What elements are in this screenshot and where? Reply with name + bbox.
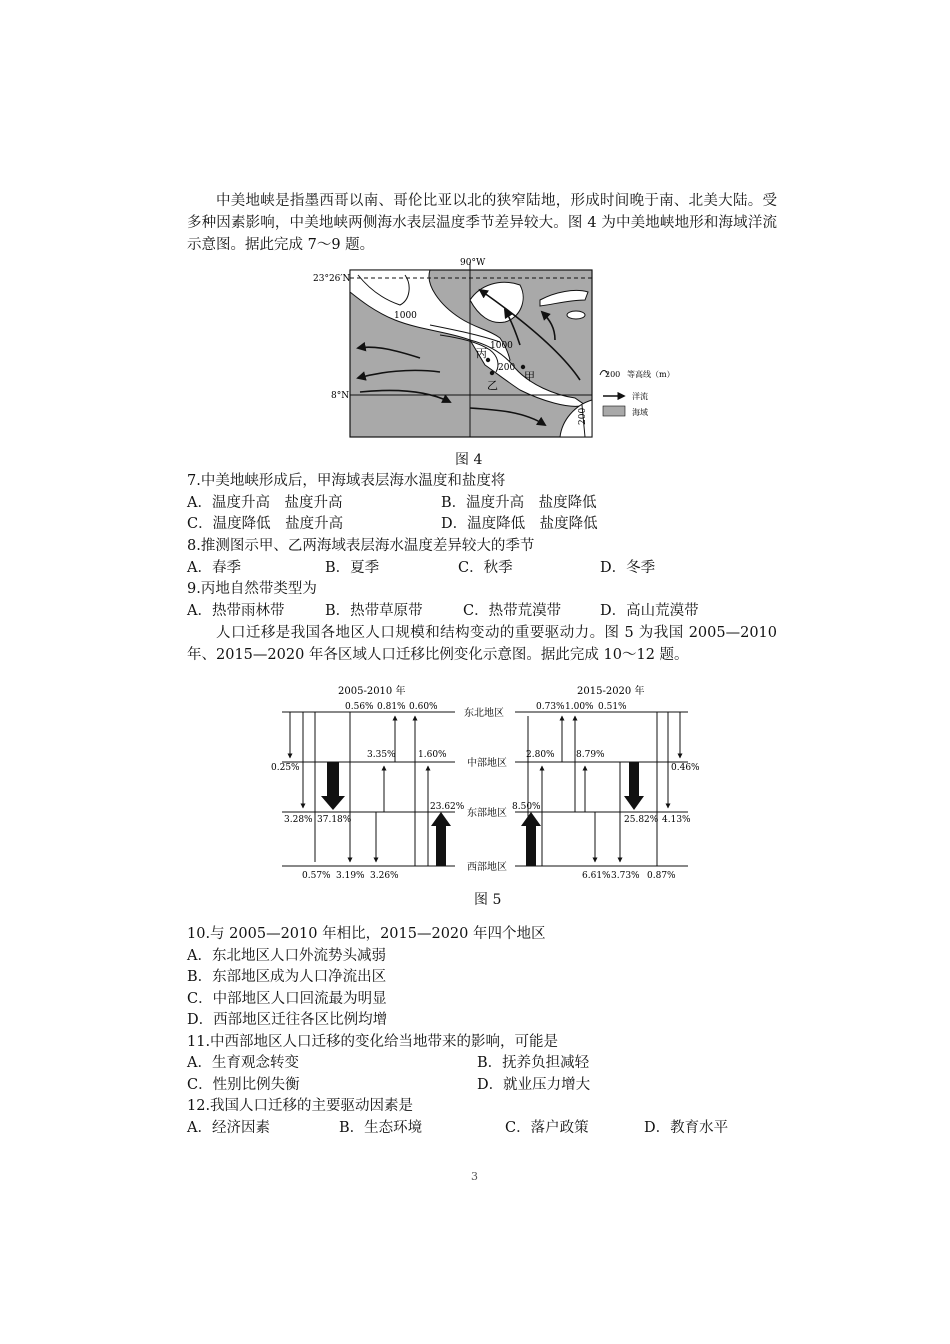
region-northeast: 东北地区 [464, 708, 504, 719]
q10-option-b: B．东部地区成为人口净流出区 [187, 969, 387, 985]
q9-stem: 9.丙地自然带类型为 [187, 581, 317, 597]
contour-label-1000b: 1000 [490, 341, 513, 351]
q10-option-d: D．西部地区迁往各区比例均增 [187, 1012, 388, 1028]
q10-stem: 10.与 2005—2010 年相比，2015—2020 年四个地区 [187, 926, 546, 942]
left-label-ne-3: 0.60% [409, 702, 438, 712]
figure-5-diagram [270, 678, 700, 883]
region-central: 中部地区 [467, 758, 507, 769]
left-label-e-2: 3.28% [284, 815, 313, 825]
right-label-w-2: 3.73% [611, 871, 640, 881]
place-bing: 丙 [476, 347, 487, 360]
region-west: 西部地区 [467, 862, 507, 873]
q11-option-c: C．性别比例失衡 [187, 1077, 300, 1093]
q8-stem: 8.推测图示甲、乙两海域表层海水温度差异较大的季节 [187, 538, 535, 554]
left-label-c-1: 0.25% [271, 763, 300, 773]
region-east: 东部地区 [467, 808, 507, 819]
q8-option-d: D．冬季 [600, 560, 656, 576]
fig5-title-left: 2005-2010 年 [338, 686, 406, 697]
contour-label-200a: 200 [498, 363, 516, 373]
q7-option-d: D．温度降低 盐度降低 [441, 516, 598, 532]
legend-sea-text: 海域 [632, 408, 648, 417]
figure-5-caption: 图 5 [474, 892, 502, 908]
contour-label-200b: 200 [578, 407, 588, 425]
q7-option-a: A．温度升高 盐度升高 [187, 495, 343, 511]
intro-paragraph-map: 中美地峡是指墨西哥以南、哥伦比亚以北的狭窄陆地，形成时间晚于南、北美大陆。受多种因素影响，中美地峡两侧海水表层温度季节差异较大。图 4 为中美地峡地形和海域洋流示意图。据此完成 7～9 题。 [187, 193, 777, 253]
figure-4-caption: 图 4 [455, 452, 483, 468]
q9-option-c: C．热带荒漠带 [463, 603, 562, 619]
right-label-c-1: 2.80% [526, 750, 555, 760]
q12-option-b: B．生态环境 [339, 1120, 423, 1136]
lat-top-label: 23°26′N [313, 274, 351, 284]
right-label-w-1: 6.61% [582, 871, 611, 881]
right-label-e-1: 8.50% [512, 802, 541, 812]
contour-label-1000a: 1000 [394, 311, 417, 321]
legend-current-text: 洋流 [632, 392, 648, 401]
lon-label: 90°W [460, 258, 486, 268]
q11-option-a: A．生育观念转变 [187, 1055, 299, 1071]
q12-option-c: C．落户政策 [505, 1120, 589, 1136]
figure-4-map [300, 252, 690, 447]
q12-option-a: A．经济因素 [187, 1120, 270, 1136]
q11-option-d: D．就业压力增大 [477, 1077, 591, 1093]
right-label-ne-2: 1.00% [565, 702, 594, 712]
left-label-e-3: 37.18% [317, 815, 352, 825]
legend-contour-text: 等高线（m） [627, 370, 675, 379]
q9-option-a: A．热带雨林带 [187, 603, 285, 619]
left-label-ne-1: 0.56% [345, 702, 374, 712]
legend-contour-value: 200 [605, 370, 621, 379]
q12-option-d: D．教育水平 [644, 1120, 729, 1136]
place-yi: 乙 [487, 379, 498, 392]
land-island [567, 311, 585, 319]
right-label-ne-3: 0.51% [598, 702, 627, 712]
right-label-ne-1: 0.73% [536, 702, 565, 712]
left-label-w-2: 3.19% [336, 871, 365, 881]
right-label-w-3: 0.87% [647, 871, 676, 881]
right-label-c-2: 8.79% [576, 750, 605, 760]
left-label-c-3: 1.60% [418, 750, 447, 760]
q9-option-b: B．热带草原带 [325, 603, 423, 619]
lat-bottom-label: 8°N [331, 391, 350, 401]
q10-option-a: A．东北地区人口外流势头减弱 [187, 948, 386, 964]
q8-option-b: B．夏季 [325, 560, 380, 576]
left-label-w-1: 0.57% [302, 871, 331, 881]
q12-stem: 12.我国人口迁移的主要驱动因素是 [187, 1098, 414, 1114]
q7-stem: 7.中美地峡形成后，甲海域表层海水温度和盐度将 [187, 473, 506, 489]
fig5-title-right: 2015-2020 年 [577, 686, 645, 697]
left-label-c-2: 3.35% [367, 750, 396, 760]
q11-stem: 11.中西部地区人口迁移的变化给当地带来的影响，可能是 [187, 1034, 559, 1050]
place-jia: 甲 [524, 370, 535, 383]
q7-option-c: C．温度降低 盐度升高 [187, 516, 344, 532]
intro-paragraph-migration: 人口迁移是我国各地区人口规模和结构变动的重要驱动力。图 5 为我国 2005—2010 年、2015—2020 年各区域人口迁移比例变化示意图。据此完成 10～12 题。 [187, 625, 777, 663]
right-label-c-3: 0.46% [671, 763, 700, 773]
right-label-e-3: 4.13% [662, 815, 691, 825]
q11-option-b: B．抚养负担减轻 [477, 1055, 590, 1071]
q7-option-b: B．温度升高 盐度降低 [441, 495, 597, 511]
left-label-ne-2: 0.81% [377, 702, 406, 712]
left-label-w-3: 3.26% [370, 871, 399, 881]
page-number: 3 [471, 1170, 478, 1183]
q9-option-d: D．高山荒漠带 [600, 603, 699, 619]
left-label-e-1: 23.62% [430, 802, 465, 812]
q8-option-a: A．春季 [187, 560, 241, 576]
q8-option-c: C．秋季 [458, 560, 513, 576]
right-label-e-2: 25.82% [624, 815, 659, 825]
q10-option-c: C．中部地区人口回流最为明显 [187, 991, 387, 1007]
